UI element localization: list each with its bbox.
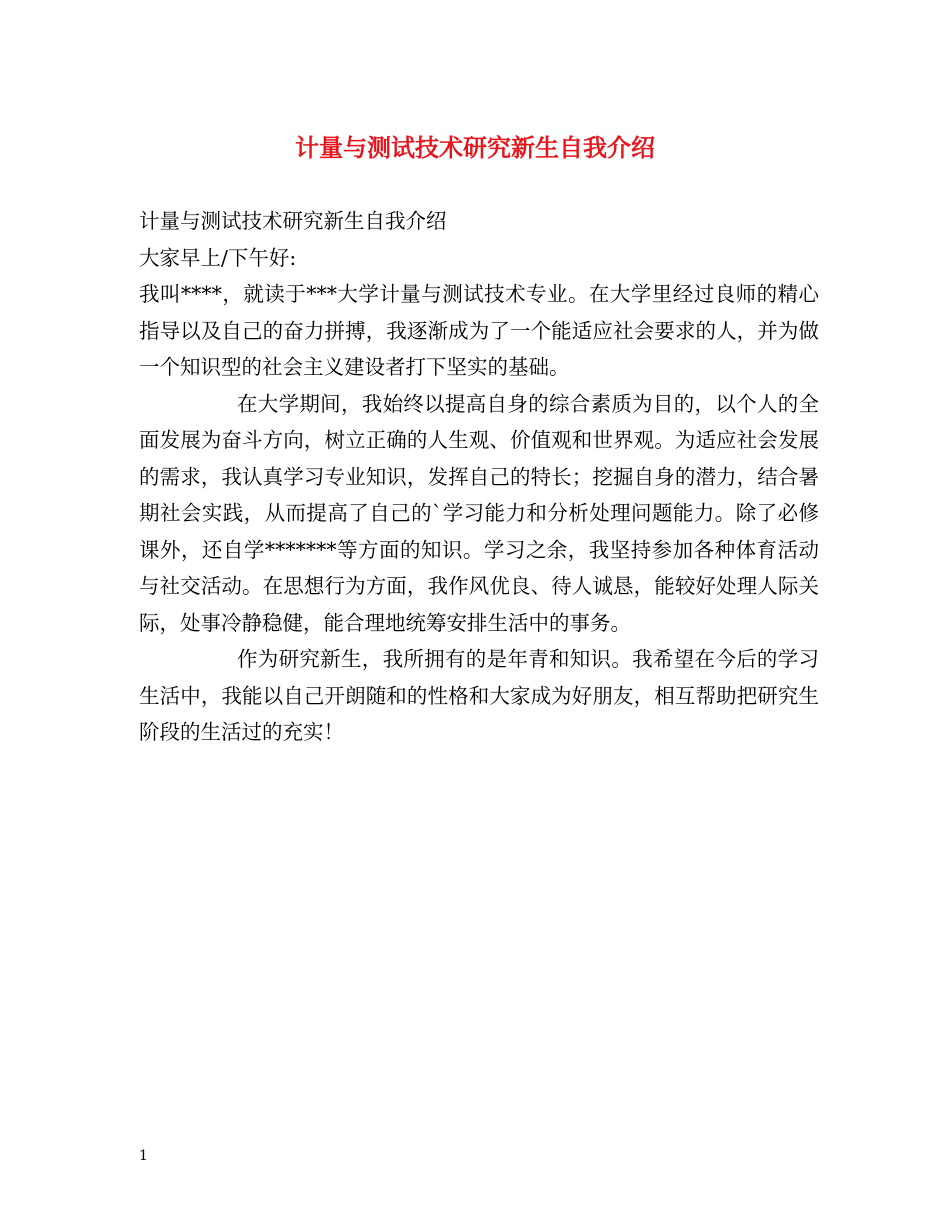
document-title: 计量与测试技术研究新生自我介绍	[295, 133, 655, 162]
document-body	[139, 203, 819, 751]
paragraph-university-period: 在大学期间，我始终以提高自身的综合素质为目的，以个人的全面发展为奋斗方向，树立正确的人生观、价值观和世界观。为适应社会发展的需求，我认真学习专业知识，发挥自己的特长；挖掘自身的潜力，结合暑期社会实践，从而提高了自己的`学习能力和分析处理问题能力。除了必修课外，还自学*******等方面的知识。学习之余，我坚持参加各种体育活动与社交活动。在思想行为方面，我作风优良、待人诚恳，能较好处理人际关际，处事冷静稳健，能合理地统筹安排生活中的事务。	[139, 391, 819, 635]
paragraph-graduate-hopes: 作为研究新生，我所拥有的是年青和知识。我希望在今后的学习生活中，我能以自己开朗随和的性格和大家成为好朋友，相互帮助把研究生阶段的生活过的充实！	[139, 647, 819, 744]
document-subtitle: 计量与测试技术研究新生自我介绍	[139, 209, 447, 233]
page-number: 1	[139, 1148, 148, 1164]
greeting: 大家早上/下午好:	[139, 245, 297, 270]
paragraph-introduction: 我叫****，就读于***大学计量与测试技术专业。在大学里经过良师的精心指导以及自己的奋力拼搏，我逐渐成为了一个能适应社会要求的人，并为做一个知识型的社会主义建设者打下坚实的基础。	[139, 282, 819, 379]
